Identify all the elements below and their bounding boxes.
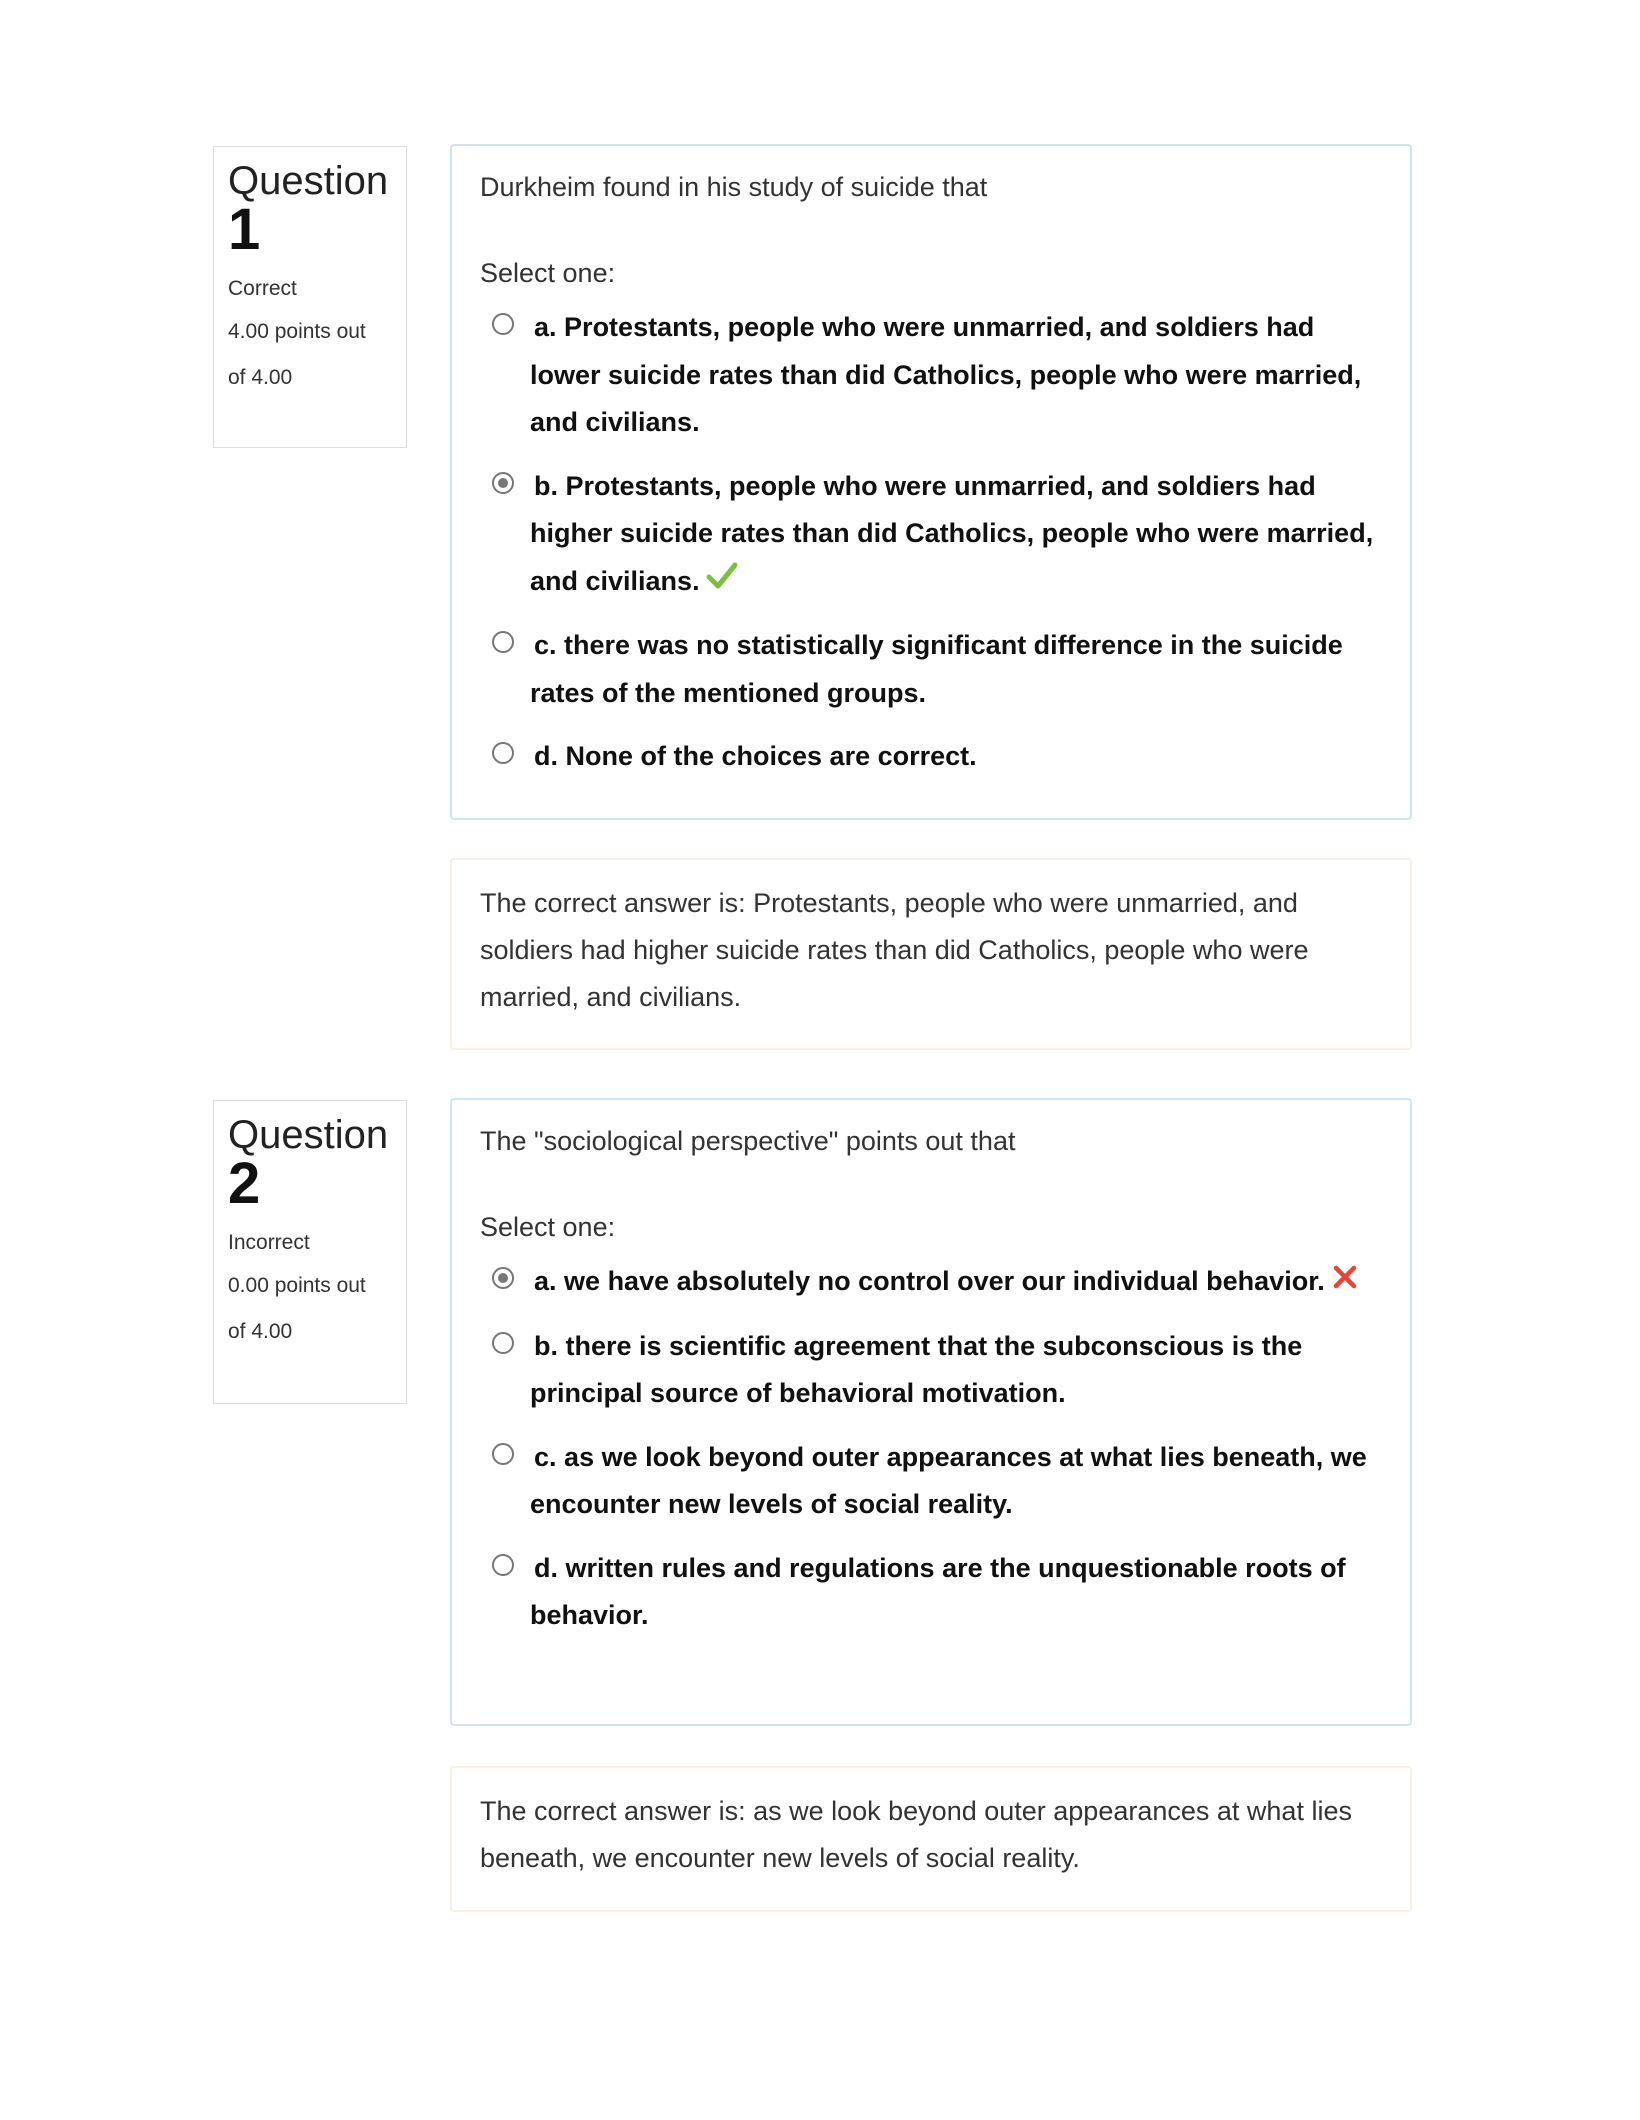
answer-letter: d. [534, 1552, 558, 1583]
answer-text: there is scientific agreement that the subconscious is the principal source of behavioral motivation. [530, 1330, 1303, 1409]
answer-option-b[interactable] [480, 1323, 1382, 1418]
answer-letter: a. [534, 1266, 557, 1296]
question-state: Correct [228, 277, 297, 300]
answer-text: Protestants, people who were unmarried, and soldiers had higher suicide rates than did Catholics, people who were married, and civilians. [530, 470, 1374, 596]
question-text: Durkheim found in his study of suicide that [480, 172, 988, 202]
answer-text: we have absolutely no control over our individual behavior. [564, 1266, 1325, 1296]
select-one-prompt: Select one: [480, 258, 616, 288]
answer-list [480, 304, 1382, 781]
answer-label [530, 741, 977, 771]
answer-list [480, 1258, 1382, 1640]
answer-label [530, 1442, 1367, 1520]
check-icon [706, 559, 738, 607]
answer-label [530, 1266, 1359, 1296]
question-formulation-2 [450, 1098, 1412, 1726]
question-grade [228, 1263, 392, 1355]
correct-answer-text: The correct answer is: Protestants, people who were unmarried, and soldiers had higher suicide rates than did Catholics, people who were married, and civilians. [480, 888, 1309, 1012]
answer-option-d[interactable] [480, 733, 1382, 781]
answer-letter: a. [534, 312, 557, 342]
select-one-prompt: Select one: [480, 1212, 616, 1242]
answer-letter: d. [534, 741, 558, 772]
answer-letter: c. [534, 1441, 557, 1472]
correct-answer-text: The correct answer is: as we look beyond outer appearances at what lies beneath, we encounter new levels of social reality. [480, 1796, 1352, 1873]
answer-letter: c. [534, 630, 557, 661]
radio-button[interactable] [492, 1554, 514, 1576]
radio-button-selected[interactable] [492, 1267, 514, 1289]
question-state: Incorrect [228, 1231, 310, 1254]
question-info-1 [213, 146, 407, 448]
question-label: Question [228, 1113, 389, 1157]
answer-option-b[interactable] [480, 463, 1382, 607]
answer-text: there was no statistically significant difference in the suicide rates of the mentioned groups. [530, 630, 1343, 708]
answer-label [530, 630, 1343, 708]
answer-letter: b. [534, 470, 558, 501]
question-formulation-1 [450, 144, 1412, 820]
grade-line-1: 0.00 points out [228, 1274, 366, 1297]
answer-label [530, 471, 1373, 596]
answer-option-c[interactable] [480, 622, 1382, 717]
radio-button[interactable] [492, 1443, 514, 1465]
answer-letter: b. [534, 1330, 558, 1361]
question-info-2 [213, 1100, 407, 1404]
answer-option-c[interactable] [480, 1434, 1382, 1529]
question-text: The "sociological perspective" points out that [480, 1126, 1016, 1156]
question-number: 1 [228, 197, 261, 262]
answer-text: as we look beyond outer appearances at what lies beneath, we encounter new levels of social reality. [530, 1441, 1367, 1520]
feedback-box-1 [450, 858, 1412, 1050]
answer-option-a[interactable] [480, 1258, 1382, 1307]
answer-text: Protestants, people who were unmarried, and soldiers had lower suicide rates than did Catholics, people who were married, and civilians. [530, 312, 1362, 437]
answer-option-a[interactable] [480, 304, 1382, 447]
cross-icon [1331, 1259, 1359, 1307]
feedback-box-2 [450, 1766, 1412, 1912]
answer-option-d[interactable] [480, 1545, 1382, 1640]
question-number: 2 [228, 1151, 261, 1216]
grade-line-2: of 4.00 [228, 366, 293, 389]
radio-button[interactable] [492, 1332, 514, 1354]
question-grade [228, 309, 392, 401]
grade-line-2: of 4.00 [228, 1320, 293, 1343]
answer-label [530, 312, 1361, 437]
radio-button[interactable] [492, 742, 514, 764]
question-label: Question [228, 159, 389, 203]
radio-button[interactable] [492, 313, 514, 335]
answer-text: None of the choices are correct. [565, 741, 977, 772]
radio-button-selected[interactable] [492, 472, 514, 494]
grade-line-1: 4.00 points out [228, 320, 366, 343]
answer-text: written rules and regulations are the unquestionable roots of behavior. [530, 1552, 1346, 1631]
answer-label [530, 1331, 1302, 1409]
radio-button[interactable] [492, 631, 514, 653]
answer-label [530, 1553, 1346, 1631]
